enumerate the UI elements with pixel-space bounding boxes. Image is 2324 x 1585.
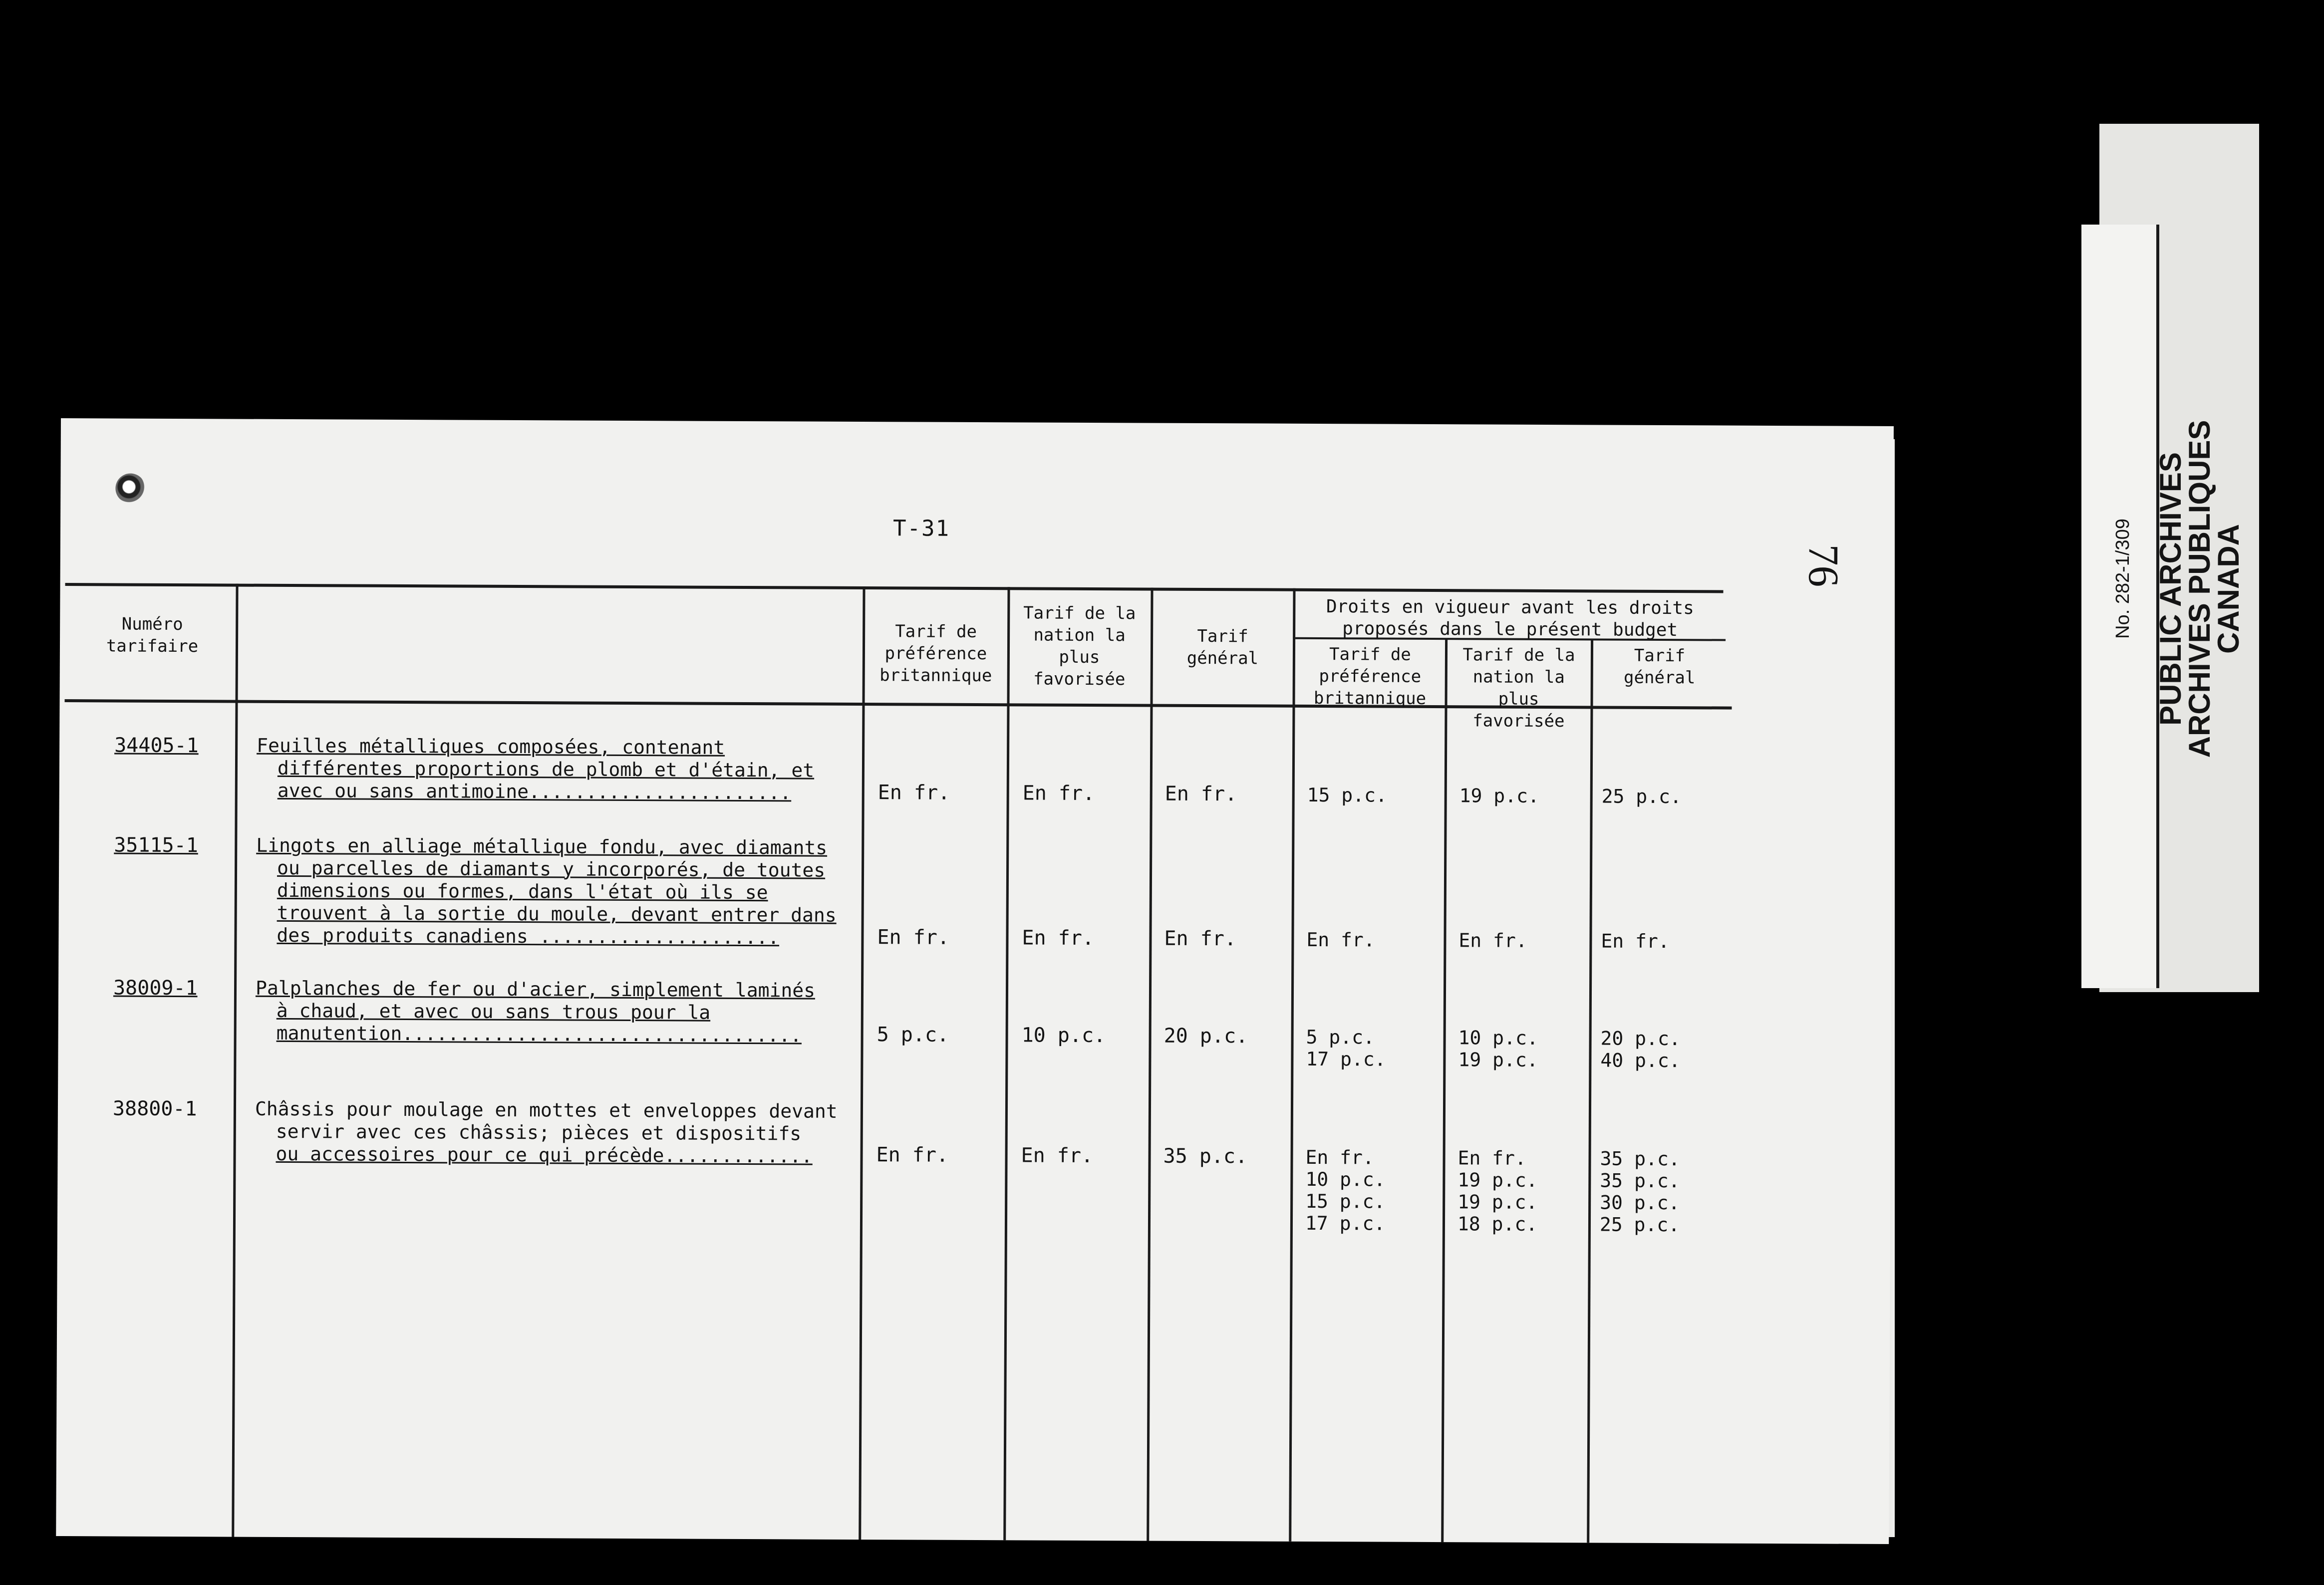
col-rule-1 (232, 584, 238, 1537)
col-rule-5 (1289, 588, 1295, 1542)
old-rate-pref: En fr. (1306, 928, 1375, 951)
old-rate-pref: 15 p.c. (1307, 784, 1387, 806)
tariff-description: Châssis pour moulage en mottes et enveloppes devant servir avec ces châssis; pièces et dispositifs ou accessoires pour ce qui précède............. (255, 1097, 838, 1167)
rate-pref: 5 p.c. (876, 1023, 949, 1047)
table-top-rule (65, 583, 1724, 593)
tariff-code: 34405-1 (114, 734, 199, 758)
rate-nation: En fr. (1022, 782, 1095, 805)
tariff-description: Lingots en alliage métallique fondu, avec diamants ou parcelles de diamants y incorporés, de toutes dimensions ou formes, dans l'état où ils se trouvent à la sortie du moule, devant entrer dans des produits canadiens ..................... (256, 834, 837, 949)
page-code: T-31 (892, 516, 950, 541)
rate-nation: En fr. (1022, 926, 1095, 950)
old-rate-general: 35 p.c. 35 p.c. 30 p.c. 25 p.c. (1599, 1147, 1680, 1236)
header-group: Droits en vigueur avant les droits proposés dans le présent budget (1326, 596, 1694, 641)
col-rule-6 (1441, 639, 1448, 1542)
tariff-description: Palplanches de fer ou d'acier, simplement laminés à chaud, et avec ou sans trous pour la manutention................................... (255, 977, 816, 1047)
rate-pref: En fr. (877, 781, 950, 804)
old-rate-nation: 19 p.c. (1459, 785, 1539, 807)
tariff-code: 38009-1 (113, 976, 198, 1000)
old-rate-general: 20 p.c. 40 p.c. (1600, 1027, 1681, 1072)
old-rate-nation: En fr. 19 p.c. 19 p.c. 18 p.c. (1457, 1147, 1538, 1235)
header-pref: Tarif de préférence britannique (879, 621, 992, 686)
old-rate-pref: En fr. 10 p.c. 15 p.c. 17 p.c. (1305, 1146, 1386, 1235)
header-numero: Numéro tarifaire (106, 614, 199, 657)
subheader-pref: Tarif de préférence britannique (1313, 644, 1427, 709)
col-rule-7 (1587, 639, 1593, 1543)
rate-general: 20 p.c. (1163, 1024, 1248, 1048)
document-sheet (56, 418, 1894, 1544)
old-rate-nation: 10 p.c. 19 p.c. (1458, 1027, 1538, 1071)
col-rule-2 (859, 586, 865, 1540)
rate-general: 35 p.c. (1163, 1144, 1248, 1168)
old-rate-general: En fr. (1601, 930, 1670, 953)
rate-general: En fr. (1164, 782, 1237, 806)
old-rate-nation: En fr. (1458, 929, 1527, 952)
archive-label: PUBLIC ARCHIVES ARCHIVES PUBLIQUES CANADA (2154, 420, 2245, 758)
tariff-code: 38800-1 (112, 1097, 197, 1121)
rate-pref: En fr. (876, 1143, 949, 1167)
rate-nation: En fr. (1021, 1144, 1094, 1168)
subheader-nation: Tarif de la nation la plus favorisée (1462, 645, 1575, 732)
tariff-code: 35115-1 (114, 833, 198, 857)
col-rule-4 (1147, 588, 1153, 1541)
punch-hole-icon (115, 473, 145, 503)
header-general: Tarif général (1186, 626, 1259, 669)
rate-nation: 10 p.c. (1021, 1024, 1106, 1048)
rate-pref: En fr. (877, 926, 950, 949)
subheader-general: Tarif général (1624, 645, 1696, 688)
archive-number: No. 282-1/309 (2112, 519, 2133, 639)
rate-general: En fr. (1164, 927, 1237, 951)
col-rule-3 (1003, 587, 1010, 1540)
old-rate-general: 25 p.c. (1601, 785, 1682, 808)
header-nation: Tarif de la nation la plus favorisée (1023, 603, 1136, 690)
old-rate-pref: 5 p.c. 17 p.c. (1306, 1026, 1386, 1070)
page-number: 76 (1799, 544, 1848, 587)
tariff-description: Feuilles métalliques composées, contenant différentes proportions de plomb et d'étain, et avec ou sans antimoine....................... (257, 734, 815, 804)
